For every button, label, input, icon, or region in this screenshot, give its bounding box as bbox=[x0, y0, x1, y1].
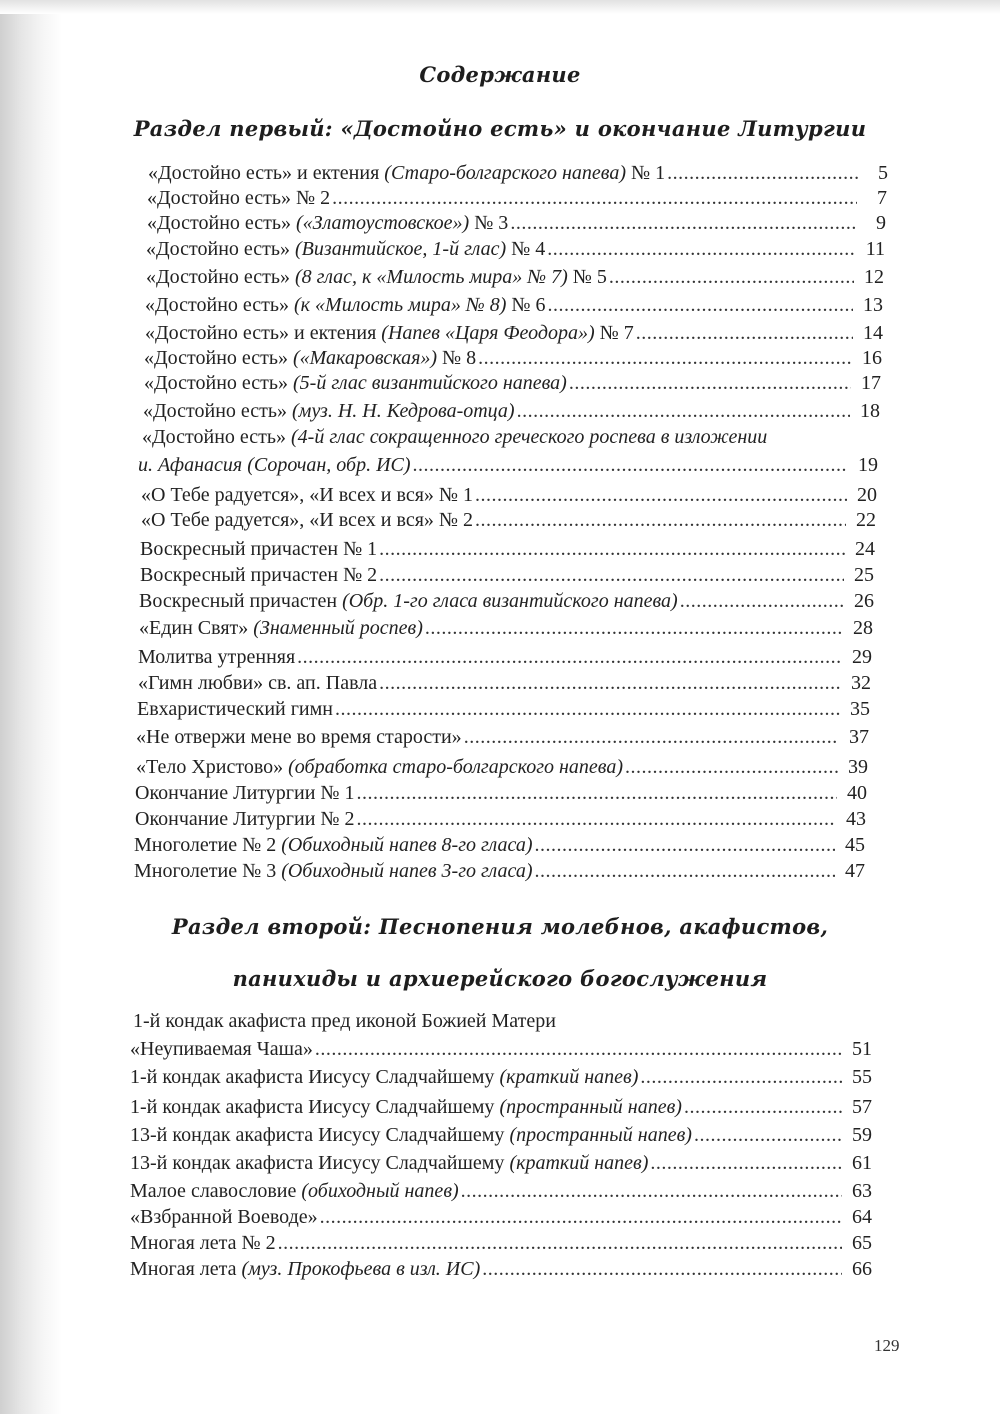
toc-entry bbox=[144, 345, 882, 371]
leader-dots bbox=[535, 858, 835, 884]
toc-entry-subtitle: (Обр. 1-го гласа византийского напева) bbox=[342, 590, 678, 612]
page-gutter-shadow bbox=[0, 0, 62, 1414]
toc-entry bbox=[130, 1122, 872, 1148]
toc-entry-title bbox=[146, 264, 607, 290]
toc-entry-title bbox=[130, 1230, 276, 1256]
section2-heading-line1: Раздел второй: Песнопения молебнов, акафистов, bbox=[171, 914, 829, 939]
toc-entry-title-text: «Достойно есть» и ектения bbox=[145, 322, 382, 344]
leader-dots bbox=[413, 452, 848, 478]
toc-entry-title-text: «Достойно есть» № 2 bbox=[147, 187, 331, 209]
toc-page-number: 19 bbox=[858, 454, 878, 476]
leader-dots bbox=[335, 696, 840, 722]
toc-entry bbox=[130, 1064, 872, 1090]
toc-entry-title bbox=[130, 1256, 480, 1282]
toc-entry bbox=[143, 398, 880, 424]
toc-page-number: 18 bbox=[860, 400, 880, 422]
toc-entry-title-text: «Гимн любви» св. ап. Павла bbox=[138, 672, 378, 694]
toc-entry bbox=[141, 482, 877, 508]
toc-entry-title-text: «Достойно есть» bbox=[143, 400, 293, 422]
toc-entry-title bbox=[139, 588, 678, 614]
toc-entry bbox=[147, 210, 886, 236]
toc-page-number: 35 bbox=[850, 698, 870, 720]
toc-page-number: 20 bbox=[857, 484, 877, 506]
toc-entry-subtitle: (пространный напев) bbox=[499, 1096, 682, 1118]
toc-entry-title-text: «Тело Христово» bbox=[136, 756, 289, 778]
toc-entry-title bbox=[137, 696, 333, 722]
toc-page-number: 29 bbox=[852, 646, 872, 668]
toc-entry-number: № 1 bbox=[626, 162, 666, 184]
toc-page-number: 16 bbox=[862, 347, 882, 369]
toc-entry-title bbox=[148, 160, 665, 186]
toc-entry-subtitle: («Златоустовское») bbox=[296, 212, 470, 234]
toc-entry-title bbox=[135, 806, 355, 832]
toc-entry-subtitle: (обиходный напев) bbox=[301, 1180, 459, 1202]
toc-entry-text bbox=[133, 1008, 556, 1034]
toc-entry-title bbox=[138, 644, 295, 670]
toc-entry bbox=[144, 370, 881, 396]
toc-entry-subtitle: (Обиходный напев 8-го гласа) bbox=[281, 834, 533, 856]
toc-entry-title-text: «Достойно есть» bbox=[146, 238, 296, 260]
leader-dots bbox=[609, 264, 854, 290]
toc-entry-subtitle: (Старо-болгарского напева) bbox=[384, 162, 627, 184]
toc-page-number: 11 bbox=[865, 238, 885, 260]
toc-entry-subtitle: (5-й глас византийского напева) bbox=[293, 372, 567, 394]
toc-page-number: 65 bbox=[852, 1232, 872, 1254]
toc-entry bbox=[136, 754, 868, 780]
toc-entry bbox=[130, 1256, 872, 1282]
toc-entry bbox=[147, 185, 887, 211]
leader-dots bbox=[482, 1256, 842, 1282]
toc-page-number: 13 bbox=[863, 294, 883, 316]
toc-page-number: 7 bbox=[877, 187, 887, 209]
toc-entry-subtitle: (Обиходный напев 3-го гласа) bbox=[281, 860, 533, 882]
toc-page-number: 17 bbox=[861, 372, 881, 394]
page-number: 129 bbox=[874, 1336, 900, 1355]
toc-entry bbox=[130, 1036, 872, 1062]
toc-entry bbox=[134, 832, 865, 858]
toc-entry-title bbox=[130, 1064, 638, 1090]
leader-dots bbox=[379, 562, 844, 588]
toc-entry bbox=[148, 160, 888, 186]
toc-entry-title-text: «Достойно есть» bbox=[147, 212, 297, 234]
toc-entry bbox=[134, 858, 865, 884]
toc-page-number: 37 bbox=[849, 726, 869, 748]
toc-page-number: 14 bbox=[863, 322, 883, 344]
leader-dots bbox=[297, 644, 842, 670]
toc-entry-title-text: 1-й кондак акафиста Иисусу Сладчайшему bbox=[130, 1066, 500, 1088]
toc-page-number: 40 bbox=[847, 782, 867, 804]
toc-entry-title-text: «Достойно есть» bbox=[146, 266, 296, 288]
toc-entry bbox=[138, 644, 872, 670]
leader-dots bbox=[667, 160, 858, 186]
toc-entry-title bbox=[134, 858, 533, 884]
toc-entry bbox=[135, 806, 866, 832]
toc-entry-title-text: Окончание Литургии № 1 bbox=[135, 782, 355, 804]
toc-entry-title bbox=[147, 185, 330, 211]
leader-dots bbox=[464, 724, 839, 750]
toc-entry-title bbox=[130, 1178, 459, 1204]
toc-page-number: 64 bbox=[852, 1206, 872, 1228]
toc-page-number: 63 bbox=[852, 1180, 872, 1202]
leader-dots bbox=[425, 615, 843, 641]
page-top-shadow bbox=[0, 0, 1000, 14]
toc-entry bbox=[146, 236, 885, 262]
toc-entry-subtitle: (к «Милость мира» № 8) bbox=[294, 294, 507, 316]
toc-entry-subtitle: (4-й глас сокращенного греческого роспева в изложении bbox=[291, 426, 768, 448]
toc-entry-subtitle: и. Афанасия (Сорочан, обр. ИС) bbox=[138, 454, 411, 476]
toc-entry-title-text: Окончание Литургии № 2 bbox=[135, 808, 355, 830]
toc-entry-title-text: Молитва утренняя bbox=[138, 646, 296, 668]
toc-entry bbox=[146, 264, 884, 290]
toc-entry-title bbox=[141, 482, 473, 508]
leader-dots bbox=[535, 832, 835, 858]
toc-entry-title-text: «Взбранной Воеводе» bbox=[130, 1206, 318, 1228]
toc-entry-title bbox=[130, 1094, 682, 1120]
toc-entry-title bbox=[147, 210, 508, 236]
toc-page-number: 9 bbox=[876, 212, 886, 234]
toc-entry-title bbox=[130, 1122, 692, 1148]
toc-page-number: 26 bbox=[854, 590, 874, 612]
toc-entry-title-text: Малое славословие bbox=[130, 1180, 302, 1202]
toc-entry bbox=[139, 588, 874, 614]
toc-entry-subtitle: (Напев «Царя Феодора») bbox=[381, 322, 595, 344]
toc-entry bbox=[145, 320, 883, 346]
toc-entry-number: № 3 bbox=[469, 212, 509, 234]
leader-dots bbox=[625, 754, 838, 780]
toc-entry-number: № 6 bbox=[506, 294, 546, 316]
leader-dots bbox=[320, 1204, 842, 1230]
leader-dots bbox=[475, 482, 847, 508]
toc-entry-title bbox=[146, 236, 545, 262]
toc-entry bbox=[139, 615, 873, 641]
toc-page-number: 5 bbox=[878, 162, 888, 184]
toc-entry-title bbox=[145, 292, 545, 318]
leader-dots bbox=[640, 1064, 842, 1090]
toc-entry-title bbox=[130, 1150, 648, 1176]
toc-page-number: 55 bbox=[852, 1066, 872, 1088]
leader-dots bbox=[569, 370, 851, 396]
toc-entry-title bbox=[136, 724, 462, 750]
leader-dots bbox=[379, 536, 845, 562]
toc-page-number: 47 bbox=[845, 860, 865, 882]
toc-entry-title-text: «Достойно есть» bbox=[144, 347, 294, 369]
toc-entry bbox=[130, 1094, 872, 1120]
toc-entry-title bbox=[143, 398, 515, 424]
toc-entry-title-text: Воскресный причастен № 2 bbox=[140, 564, 378, 586]
leader-dots bbox=[650, 1150, 842, 1176]
leader-dots bbox=[332, 185, 857, 211]
toc-entry-subtitle: («Макаровская») bbox=[293, 347, 438, 369]
leader-dots bbox=[278, 1230, 842, 1256]
toc-entry-title bbox=[138, 670, 377, 696]
toc-entry bbox=[130, 1230, 872, 1256]
toc-page-number: 25 bbox=[854, 564, 874, 586]
toc-entry-title-text: Многолетие № 3 bbox=[134, 860, 282, 882]
toc-page-number: 43 bbox=[846, 808, 866, 830]
page-title: Содержание bbox=[419, 62, 581, 87]
toc-entry-title-text: Воскресный причастен bbox=[139, 590, 343, 612]
leader-dots bbox=[478, 345, 852, 371]
toc-entry-title bbox=[144, 345, 476, 371]
leader-dots bbox=[357, 780, 837, 806]
toc-entry-subtitle: (краткий напев) bbox=[509, 1152, 649, 1174]
toc-page-number: 66 bbox=[852, 1258, 872, 1280]
toc-entry-title-text: «Достойно есть» bbox=[144, 372, 294, 394]
toc-entry-number: № 5 bbox=[567, 266, 607, 288]
toc-entry-title-text: 13-й кондак акафиста Иисусу Сладчайшему bbox=[130, 1124, 510, 1146]
toc-entry-title-text: Многая лета № 2 bbox=[130, 1232, 276, 1254]
toc-entry bbox=[141, 507, 876, 533]
toc-entry-title-text: 1-й кондак акафиста Иисусу Сладчайшему bbox=[130, 1096, 500, 1118]
toc-entry-subtitle: (обработка старо-болгарского напева) bbox=[288, 756, 623, 778]
toc-page-number: 28 bbox=[853, 617, 873, 639]
toc-entry-title-text: 13-й кондак акафиста Иисусу Сладчайшему bbox=[130, 1152, 510, 1174]
leader-dots bbox=[315, 1036, 842, 1062]
toc-entry-title: «Достойно есть» bbox=[142, 426, 292, 448]
toc-entry bbox=[140, 536, 875, 562]
leader-dots bbox=[680, 588, 844, 614]
toc-page-number: 57 bbox=[852, 1096, 872, 1118]
toc-entry-title-text: «Не отвержи мене во время старости» bbox=[136, 726, 462, 748]
toc-page-number: 59 bbox=[852, 1124, 872, 1146]
section2-heading-line2: панихиды и архиерейского богослужения bbox=[232, 966, 768, 991]
leader-dots bbox=[684, 1094, 842, 1120]
toc-entry-title-text: «Достойно есть» bbox=[145, 294, 295, 316]
toc-entry-subtitle: (пространный напев) bbox=[509, 1124, 692, 1146]
toc-entry-title bbox=[136, 754, 623, 780]
leader-dots bbox=[517, 398, 850, 424]
toc-entry-title bbox=[141, 507, 473, 533]
toc-entry-title bbox=[140, 562, 377, 588]
leader-dots bbox=[510, 210, 856, 236]
toc-entry bbox=[138, 452, 878, 478]
toc-entry bbox=[130, 1204, 872, 1230]
leader-dots bbox=[636, 320, 853, 346]
toc-entry bbox=[136, 724, 869, 750]
leader-dots bbox=[379, 670, 841, 696]
toc-entry bbox=[130, 1150, 872, 1176]
toc-entry-title-text: Евхаристический гимн bbox=[137, 698, 333, 720]
toc-entry-number: № 7 bbox=[594, 322, 634, 344]
toc-entry bbox=[130, 1178, 872, 1204]
toc-entry-title bbox=[144, 370, 567, 396]
toc-page-number: 22 bbox=[856, 509, 876, 531]
toc-entry-title: 1-й кондак акафиста пред иконой Божией Матери bbox=[133, 1010, 556, 1032]
toc-entry-title bbox=[134, 832, 533, 858]
leader-dots bbox=[547, 292, 853, 318]
toc-entry-number: № 8 bbox=[437, 347, 477, 369]
toc-entry-title-text: «О Тебе радуется», «И всех и вся» № 1 bbox=[141, 484, 473, 506]
leader-dots bbox=[547, 236, 855, 262]
toc-entry-subtitle: (8 глас, к «Милость мира» № 7) bbox=[295, 266, 568, 288]
toc-page-number: 61 bbox=[852, 1152, 872, 1174]
toc-page-number: 32 bbox=[851, 672, 871, 694]
leader-dots bbox=[461, 1178, 842, 1204]
toc-entry bbox=[140, 562, 874, 588]
toc-entry-subtitle: (Знаменный роспев) bbox=[253, 617, 423, 639]
toc-page-number: 24 bbox=[855, 538, 875, 560]
toc-entry-number: № 4 bbox=[506, 238, 546, 260]
toc-entry-title-text: «Достойно есть» и ектения bbox=[148, 162, 385, 184]
leader-dots bbox=[475, 507, 846, 533]
toc-entry-title bbox=[145, 320, 634, 346]
toc-page-number: 45 bbox=[845, 834, 865, 856]
toc-entry bbox=[137, 696, 870, 722]
toc-entry-subtitle: (муз. Н. Н. Кедрова-отца) bbox=[292, 400, 515, 422]
toc-entry-title-text: Многолетие № 2 bbox=[134, 834, 282, 856]
toc-entry bbox=[135, 780, 867, 806]
toc-entry-title bbox=[135, 780, 355, 806]
toc-entry-title-text: «Един Свят» bbox=[139, 617, 254, 639]
toc-entry-title-text: «Неупиваемая Чаша» bbox=[130, 1038, 313, 1060]
toc-entry-title-text: Многая лета bbox=[130, 1258, 242, 1280]
toc-entry-text bbox=[142, 424, 767, 450]
section1-heading: Раздел первый: «Достойно есть» и окончание Литургии bbox=[133, 116, 867, 141]
toc-page-number: 39 bbox=[848, 756, 868, 778]
toc-entry-subtitle: (Византийское, 1-й глас) bbox=[295, 238, 507, 260]
toc-page-number: 12 bbox=[864, 266, 884, 288]
toc-entry-title bbox=[130, 1036, 313, 1062]
toc-entry-title-text: «О Тебе радуется», «И всех и вся» № 2 bbox=[141, 509, 473, 531]
toc-entry bbox=[145, 292, 883, 318]
toc-entry-title-text: Воскресный причастен № 1 bbox=[140, 538, 378, 560]
toc-entry-subtitle: (краткий напев) bbox=[499, 1066, 639, 1088]
toc-entry-title bbox=[140, 536, 377, 562]
toc-entry-title bbox=[138, 452, 411, 478]
toc-entry bbox=[138, 670, 871, 696]
toc-entry-subtitle: (муз. Прокофьева в изл. ИС) bbox=[241, 1258, 481, 1280]
leader-dots bbox=[357, 806, 836, 832]
leader-dots bbox=[694, 1122, 842, 1148]
toc-entry-title bbox=[139, 615, 423, 641]
toc-entry-title bbox=[130, 1204, 318, 1230]
toc-page-number: 51 bbox=[852, 1038, 872, 1060]
